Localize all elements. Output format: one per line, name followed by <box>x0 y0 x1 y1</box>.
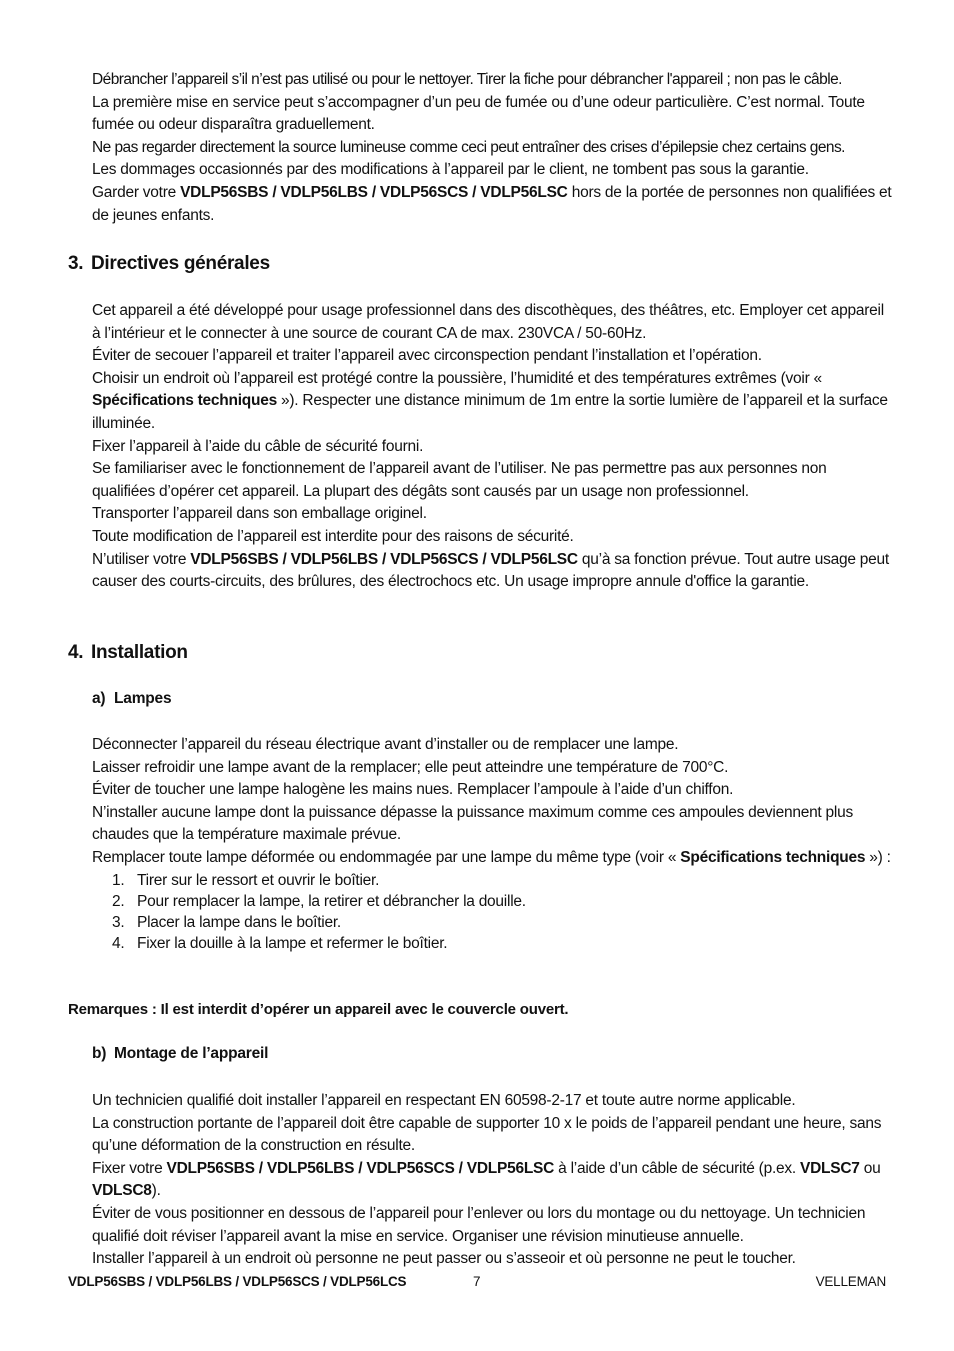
warranty-paragraph: Les dommages occasionnés par des modifications à l’appareil par le client, ne tombent pas sous la garantie. <box>92 161 809 179</box>
remark-cover-warning: Remarques : Il est interdit d’opérer un appareil avec le couvercle ouvert. <box>68 1001 569 1018</box>
model-names: VDLP56SBS / VDLP56LBS / VDLP56SCS / VDLP56LSC <box>166 1159 555 1177</box>
subsection-b-heading: b) Montage de l’appareil <box>92 1045 269 1062</box>
first-use-paragraph: La première mise en service peut s’accompagner d’un peu de fumée ou d’une odeur particulière. C’est normal. Toute fumée ou odeur disparaîtra graduellement. <box>92 93 865 134</box>
section-4-heading: 4. Installation <box>68 642 188 663</box>
professional-use-paragraph: Cet appareil a été développé pour usage professionnel dans des discothèques, des théâtres, etc. Employer cet appareil à l’intérieur et le connecter à une source de courant CA de max. 230VCA / 50-60Hz. <box>92 302 884 342</box>
intro-safety-block <box>92 69 892 227</box>
handling-paragraph: Éviter de secouer l’appareil et traiter l’appareil avec circonspection pendant l’installation et l’opération. <box>92 347 762 365</box>
replace-lamp-paragraph: Remplacer toute lampe déformée ou endommagée par une lampe du même type (voir « Spécifications techniques ») : <box>92 848 891 866</box>
lamp-replacement-steps <box>92 870 892 954</box>
fix-cable-paragraph: Fixer votre VDLP56SBS / VDLP56LBS / VDLP56SCS / VDLP56LSC à l’aide d’un câble de sécurité (p.ex. VDLSC7 ou VDLSC8). <box>92 1159 881 1200</box>
epilepsy-warning: Ne pas regarder directement la source lumineuse comme ceci peut entraîner des crises d’épilepsie chez certains gens. <box>92 138 845 156</box>
wattage-paragraph: N’installer aucune lampe dont la puissance dépasse la puissance maximum comme ces ampoules deviennent plus chaudes que la température maximale prévue. <box>92 803 853 844</box>
mounting-body <box>92 1090 892 1271</box>
transport-paragraph: Transporter l’appareil dans son emballage originel. <box>92 505 427 523</box>
halogen-paragraph: Éviter de toucher une lampe halogène les mains nues. Remplacer l’ampoule à l’aide d’un chiffon. <box>92 781 734 799</box>
unplug-paragraph: Débrancher l’appareil s’il n’est pas utilisé ou pour le nettoyer. Tirer la fiche pour débrancher l'appareil ; non pas le câble. <box>92 71 842 88</box>
list-item: 4. Fixer la douille à la lampe et refermer le boîtier. <box>112 934 448 952</box>
intended-use-paragraph: N’utiliser votre VDLP56SBS / VDLP56LBS / VDLP56SCS / VDLP56LSC qu’à sa fonction prévue. Tout autre usage peut causer des courts-circuits, des brûlures, des électrochocs etc. Un usage impropre annule d'office la garantie. <box>92 550 889 591</box>
positioning-paragraph: Éviter de vous positionner en dessous de l’appareil pour l’enlever ou lors du montage ou du nettoyage. Un technicien qualifié doit réviser l’appareil avant la mise en service. Organiser une révision minutieuse annuelle. <box>92 1204 866 1245</box>
keep-away-paragraph: Garder votre VDLP56SBS / VDLP56LBS / VDLP56SCS / VDLP56LSC hors de la portée de personnes non qualifiées et de jeunes enfants. <box>92 183 892 224</box>
model-names: VDLP56SBS / VDLP56LBS / VDLP56SCS / VDLP56LSC <box>190 550 578 568</box>
model-names: VDLP56SBS / VDLP56LBS / VDLP56SCS / VDLP56LSC <box>180 183 568 201</box>
list-item: 2. Pour remplacer la lampe, la retirer et débrancher la douille. <box>112 892 526 910</box>
disconnect-paragraph: Déconnecter l’appareil du réseau électrique avant d’installer ou de remplacer une lampe. <box>92 736 679 753</box>
location-paragraph: Choisir un endroit où l’appareil est protégé contre la poussière, l’humidité et des températures extrêmes (voir « Spécifications techniques »). Respecter une distance minimum de 1m entre la sortie lumière de l’appareil et la surface illuminée. <box>92 369 888 432</box>
footer-page-number: 7 <box>473 1274 481 1289</box>
list-item: 1. Tirer sur le ressort et ouvrir le boîtier. <box>112 871 380 889</box>
list-item: 3. Placer la lampe dans le boîtier. <box>112 913 341 931</box>
standard-paragraph: Un technicien qualifié doit installer l’appareil en respectant EN 60598-2-17 et toute autre norme applicable. <box>92 1092 796 1109</box>
install-location-paragraph: Installer l’appareil à un endroit où personne ne peut passer ou s’asseoir et où personne ne peut le toucher. <box>92 1250 796 1268</box>
section-3-body <box>92 300 892 594</box>
load-bearing-paragraph: La construction portante de l’appareil doit être capable de supporter 10 x le poids de l’appareil pendant une heure, sans qu’une déformation de la construction en résulte. <box>92 1114 882 1155</box>
subsection-a-heading: a) Lampes <box>92 690 172 707</box>
familiarize-paragraph: Se familiariser avec le fonctionnement de l’appareil avant de l’utiliser. Ne pas permettre pas aux personnes non qualifiées d’opérer cet appareil. La plupart des dégâts sont causés par un usage non professionnel. <box>92 460 827 500</box>
safety-cable-paragraph: Fixer l’appareil à l’aide du câble de sécurité fourni. <box>92 437 424 455</box>
footer-models: VDLP56SBS / VDLP56LBS / VDLP56SCS / VDLP56LCS <box>68 1274 407 1289</box>
lamps-body <box>92 734 892 954</box>
section-3-heading: 3. Directives générales <box>68 253 270 274</box>
cool-down-paragraph: Laisser refroidir une lampe avant de la remplacer; elle peut atteindre une température de 700°C. <box>92 758 729 776</box>
modification-paragraph: Toute modification de l’appareil est interdite pour des raisons de sécurité. <box>92 527 574 545</box>
footer-brand: VELLEMAN <box>815 1274 886 1289</box>
